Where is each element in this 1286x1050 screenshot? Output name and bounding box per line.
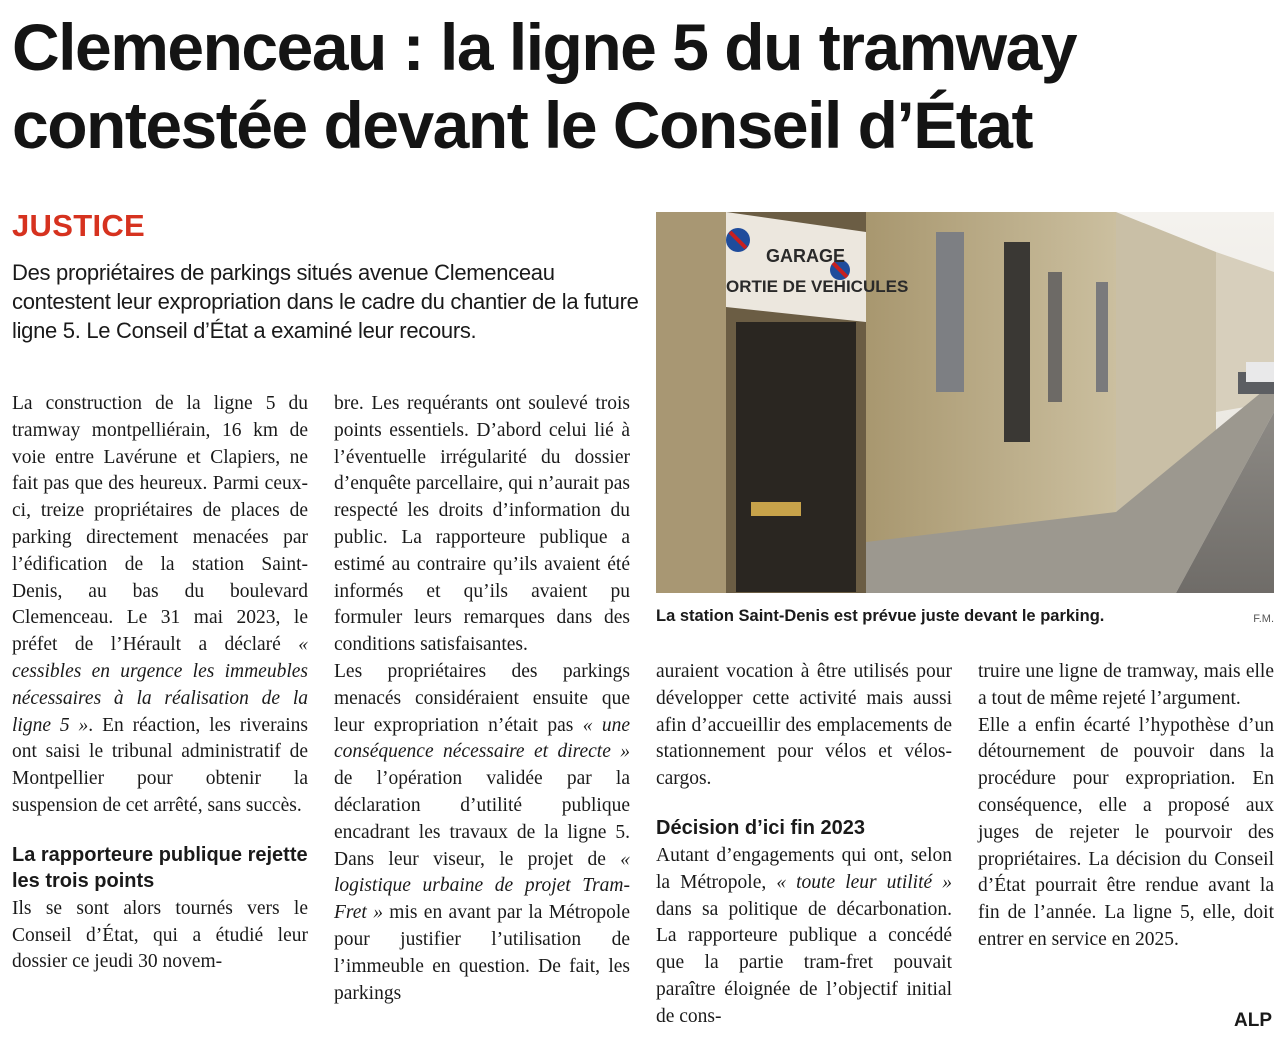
subheading: La rapporteure publique rejette les trois points — [12, 843, 308, 892]
photo-caption: La station Saint-Denis est prévue juste devant le parking. — [656, 607, 1105, 625]
text-run: . En réaction, les riverains ont saisi le tribunal administratif de Montpellier pour obtenir la suspension de cet arrêté, sans succès. — [12, 714, 308, 816]
headline — [12, 8, 1282, 164]
text-run: La construction de la ligne 5 du tramway montpelliérain, 16 km de voie entre Lavérune et Clapiers, ne fait pas que des heureux. Parmi ceux-ci, treize propriétaires de places de parking directement menacées par l’édification de la station Saint-Denis, au bas du boulevard Clemenceau. Le 31 mai 2023, le préfet de l’Hérault a déclaré — [12, 393, 308, 656]
text-run: de l’opération validée par la déclaration d’utilité publique encadrant les travaux de la ligne 5. Dans leur viseur, le projet de — [334, 768, 630, 870]
paragraph — [656, 843, 952, 1031]
paragraph: Elle a enfin écarté l’hypothèse d’un détournement de pouvoir dans la procédure pour expropriation. En conséquence, elle a proposé aux juges de rejeter le pourvoir des propriétaires. La décision du Conseil d’État pourrait être rendue avant la fin de l’année. La ligne 5, elle, doit entrer en service en 2025. — [978, 714, 1274, 950]
paragraph — [12, 391, 308, 820]
photo-illustration — [656, 212, 1274, 593]
sign-line-1: GARAGE — [766, 246, 846, 266]
quote: « toute leur utilité » — [776, 871, 952, 893]
street-photo — [656, 212, 1274, 593]
paragraph: Ils se sont alors tournés vers le Conseil d’État, qui a étudié leur dossier ce jeudi 30 novem- — [12, 897, 308, 973]
text-run: Autant d’engagements qui ont, selon la Métropole, — [656, 844, 952, 893]
sign-line-2: ORTIE DE VEHICULES — [726, 277, 909, 296]
photo-credit: F.M. — [1253, 613, 1274, 625]
paragraph: bre. Les requérants ont soulevé trois points essentiels. D’abord celui lié à l’éventuelle irrégularité du dossier d’enquête parcellaire, qui n’aurait pas respecté les droits d’information du public. La rapporteure publique a estimé au contraire qu’ils avaient été informés et qu’ils avaient pu formuler leurs remarques dans des conditions satisfaisantes. — [334, 393, 630, 656]
subheading: Décision d’ici fin 2023 — [656, 816, 865, 839]
paragraph: auraient vocation à être utilisés pour développer cette activité mais aussi afin d’accueillir des emplacements de stationnement pour vélos et vélos-cargos. — [656, 661, 952, 790]
quote: « logistique urbaine de projet Tram-Fret » — [334, 848, 630, 924]
article-column-1 — [12, 391, 308, 976]
article-column-4 — [978, 659, 1274, 954]
article-column-2 — [334, 391, 630, 1007]
headline-line-1: Clemenceau : la ligne 5 du tramway — [12, 10, 1077, 84]
headline-line-2: contestée devant le Conseil d’État — [12, 88, 1032, 162]
quote: « une conséquence nécessaire et directe » — [334, 714, 631, 763]
text-run: dans sa politique de décarbonation. La rapporteure publique a concédé que la partie tram-fret pouvait paraître éloignée de l’objectif initial de cons- — [656, 898, 952, 1027]
author-signature: ALP — [1234, 1010, 1272, 1031]
article-column-3 — [656, 659, 952, 1031]
text-run: Les propriétaires des parkings menacés considéraient ensuite que leur expropriation n’était pas — [334, 660, 630, 736]
lead-paragraph: Des propriétaires de parkings situés avenue Clemenceau contestent leur expropriation dans le cadre du chantier de la future ligne 5. Le Conseil d’État a examiné leur recours. — [12, 260, 639, 343]
text-run: mis en avant par la Métropole pour justifier l’utilisation de l’immeuble en question. De fait, les parkings — [334, 902, 630, 1004]
section-kicker: JUSTICE — [12, 208, 146, 243]
quote: « cessibles en urgence les immeubles nécessaires à la réalisation de la ligne 5 » — [12, 634, 308, 736]
paragraph — [334, 659, 630, 1007]
paragraph: truire une ligne de tramway, mais elle a tout de même rejeté l’argument. — [978, 661, 1274, 709]
